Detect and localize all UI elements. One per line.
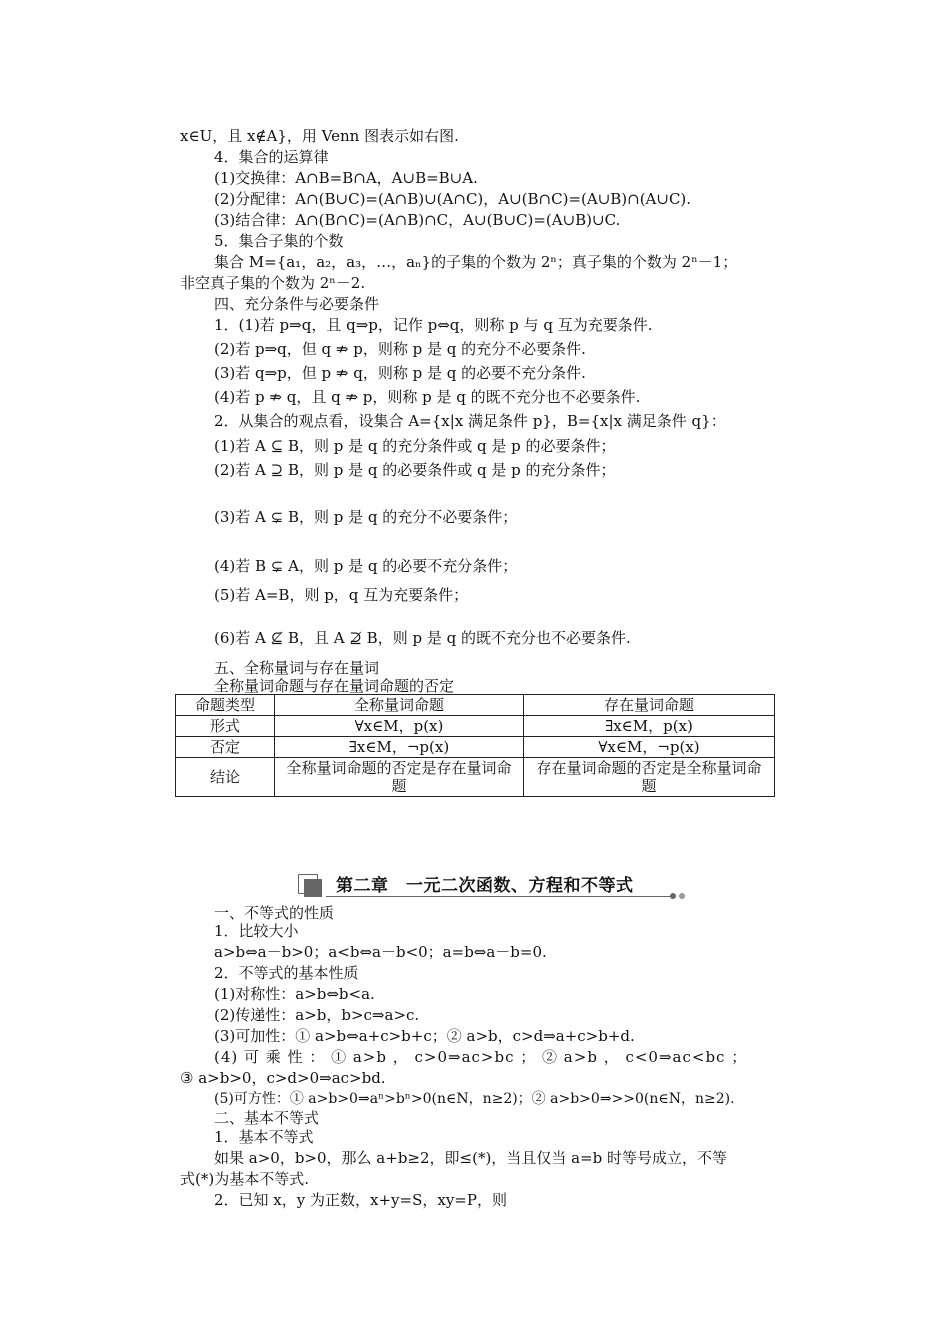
table-header: 命题类型 (176, 695, 275, 716)
section-heading: 一、不等式的性质 (214, 904, 335, 922)
table-cell: ∃x∈M，¬p(x) (275, 737, 524, 758)
text-line: 1．基本不等式 (214, 1128, 314, 1146)
section-heading: 二、基本不等式 (214, 1109, 320, 1127)
banner-dot-icon (679, 893, 685, 899)
text-line: (2)传递性：a>b，b>c⇒a>c. (214, 1006, 420, 1024)
table-cell: 结论 (176, 758, 275, 797)
table-cell: ∀x∈M，p(x) (275, 716, 524, 737)
table-row (176, 758, 775, 797)
text-line: (3)若 A ⊊ B，则 p 是 q 的充分不必要条件； (214, 508, 518, 526)
table-cell: 存在量词命题的否定是全称量词命题 (524, 758, 775, 797)
table-cell: 否定 (176, 737, 275, 758)
text-line: 2．从集合的观点看，设集合 A={x|x 满足条件 p}，B={x|x 满足条件 q}： (214, 412, 726, 430)
text-line: (6)若 A ⊈ B，且 A ⊉ B，则 p 是 q 的既不充分也不必要条件. (214, 629, 631, 647)
text-line: (5)可方性：① a>b>0⇒aⁿ>bⁿ>0(n∈N，n≥2)；② a>b>0⇒>>0(n∈N，n≥2). (214, 1091, 735, 1107)
quantifier-table (175, 694, 775, 797)
table-row (176, 716, 775, 737)
text-line: (1)交换律：A∩B=B∩A，A∪B=B∪A. (214, 169, 478, 187)
text-line: (4)若 B ⊊ A，则 p 是 q 的必要不充分条件； (214, 557, 518, 575)
table-cell: ∀x∈M，¬p(x) (524, 737, 775, 758)
text-line: 2．不等式的基本性质 (214, 964, 359, 982)
table-cell: 形式 (176, 716, 275, 737)
text-line: (3)结合律：A∩(B∩C)=(A∩B)∩C，A∪(B∪C)=(A∪B)∪C. (214, 211, 621, 229)
table-header: 存在量词命题 (524, 695, 775, 716)
text-line: 1．(1)若 p⇒q，且 q⇒p，记作 p⇔q，则称 p 与 q 互为充要条件. (214, 316, 653, 334)
chapter-title: 第二章 一元二次函数、方程和不等式 (336, 876, 634, 896)
text-line: 全称量词命题与存在量词命题的否定 (214, 677, 455, 695)
table-row (176, 737, 775, 758)
banner-square-icon (304, 879, 322, 897)
text-line: 非空真子集的个数为 2ⁿ－2. (180, 274, 366, 292)
text-line: 4．集合的运算律 (214, 148, 329, 166)
text-line: 1．比较大小 (214, 922, 299, 940)
text-line: (2)若 p⇒q，但 q ⇏ p，则称 p 是 q 的充分不必要条件. (214, 340, 586, 358)
banner-rule (326, 896, 671, 897)
text-line: (3)可加性：① a>b⇔a+c>b+c；② a>b，c>d⇒a+c>b+d. (214, 1027, 635, 1045)
chapter-banner (298, 869, 688, 901)
text-line: (1)对称性：a>b⇔b<a. (214, 985, 375, 1003)
table-cell: 全称量词命题的否定是存在量词命题 (275, 758, 524, 797)
text-line: 2．已知 x，y 为正数，x+y=S，xy=P，则 (214, 1191, 507, 1209)
text-line: 如果 a>0，b>0，那么 a+b≥2，即≤(*)，当且仅当 a=b 时等号成立，不等 (214, 1149, 727, 1167)
text-line: (1)若 A ⊆ B，则 p 是 q 的充分条件或 q 是 p 的必要条件； (214, 437, 616, 455)
text-line: a>b⇔a－b>0；a<b⇔a－b<0；a=b⇔a－b=0. (214, 943, 547, 961)
text-line: (2)若 A ⊇ B，则 p 是 q 的必要条件或 q 是 p 的充分条件； (214, 461, 616, 479)
text-line: (5)若 A=B，则 p，q 互为充要条件； (214, 586, 469, 604)
section-heading: 四、充分条件与必要条件 (214, 295, 380, 313)
section-heading: 五、全称量词与存在量词 (214, 659, 380, 677)
text-line: ③ a>b>0，c>d>0⇒ac>bd. (180, 1069, 386, 1087)
text-line: (2)分配律：A∩(B∪C)=(A∩B)∪(A∩C)，A∪(B∩C)=(A∪B)∩(A∪C). (214, 190, 692, 208)
text-line: 式(*)为基本不等式. (180, 1170, 309, 1188)
table-cell: ∃x∈M，p(x) (524, 716, 775, 737)
text-line: (4)若 p ⇏ q，且 q ⇏ p，则称 p 是 q 的既不充分也不必要条件. (214, 388, 641, 406)
table-header: 全称量词命题 (275, 695, 524, 716)
text-line: x∈U，且 x∉A}，用 Venn 图表示如右图. (180, 127, 459, 145)
table-header-row (176, 695, 775, 716)
banner-dot-icon (670, 893, 676, 899)
text-line: (3)若 q⇒p，但 p ⇏ q，则称 p 是 q 的必要不充分条件. (214, 364, 586, 382)
text-line: 集合 M={a₁，a₂，a₃，…，aₙ}的子集的个数为 2ⁿ；真子集的个数为 2ⁿ－1； (214, 253, 738, 271)
text-line: 5．集合子集的个数 (214, 232, 344, 250)
text-line: (4) 可 乘 性 ： ① a>b ， c>0⇒ac>bc ； ② a>b ， c<0⇒ac<bc ； (214, 1048, 748, 1066)
